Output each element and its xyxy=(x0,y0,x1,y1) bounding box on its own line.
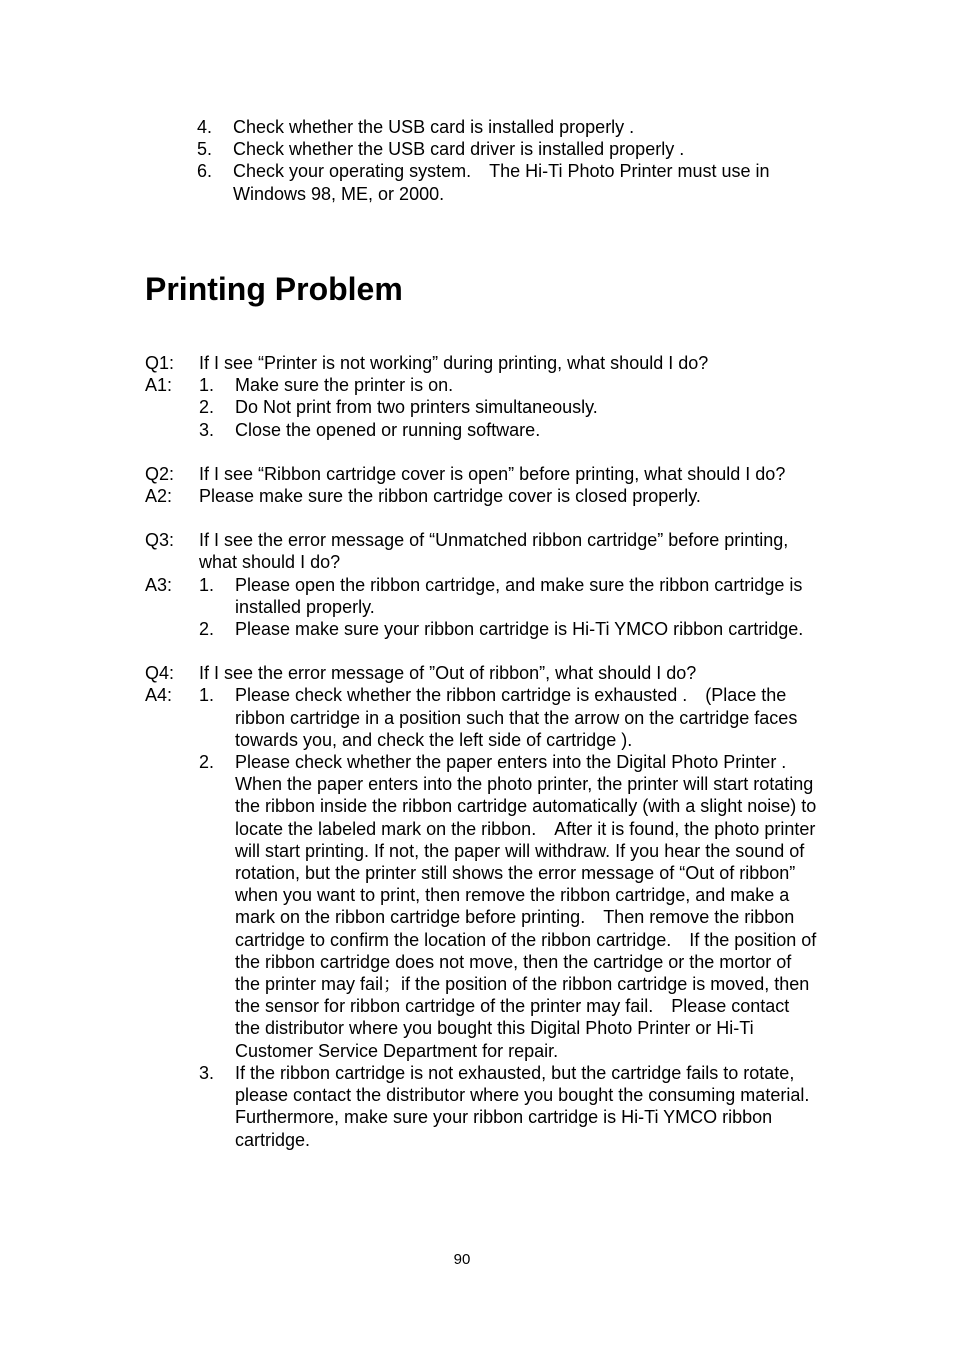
answer-list xyxy=(199,374,817,441)
question-text: If I see “Printer is not working” during printing, what should I do? xyxy=(199,353,709,373)
list-number: 3. xyxy=(199,1062,215,1083)
list-number: 2. xyxy=(199,752,215,773)
question-row xyxy=(145,662,817,684)
question-row xyxy=(145,352,817,374)
question-row xyxy=(145,463,817,485)
list-item xyxy=(197,138,817,160)
list-text: Please make sure your ribbon cartridge is Hi-Ti YMCO ribbon cartridge. xyxy=(235,619,804,640)
list-text: Please check whether the ribbon cartridge is exhausted . (Place the ribbon cartridge in a position such that the arrow on the cartridge faces towards you, and check the left side of cartridge ). xyxy=(235,685,798,750)
top-checklist xyxy=(197,116,817,205)
list-text: Make sure the printer is on. xyxy=(235,375,454,396)
list-item xyxy=(199,618,817,640)
list-text: If the ribbon cartridge is not exhausted, but the cartridge fails to rotate, please contact the distributor where you bought the consuming material. Furthermore, make sure your ribbon cartridge is Hi-Ti YMCO ribbon cartridge. xyxy=(235,1062,828,1150)
section-heading: Printing Problem xyxy=(145,271,403,307)
question-text: If I see the error message of “Unmatched ribbon cartridge” before printing, what should I do? xyxy=(199,530,789,573)
list-text: Please open the ribbon cartridge, and make sure the ribbon cartridge is installed properly. xyxy=(235,574,803,617)
list-number: 1. xyxy=(199,574,215,595)
list-item xyxy=(197,160,817,204)
answer-row xyxy=(145,574,817,641)
list-item xyxy=(199,751,817,1062)
answer-list xyxy=(199,684,828,1150)
list-item xyxy=(199,396,817,418)
list-text: Check your operating system. The Hi-Ti Photo Printer must use in Windows 98, ME, or 2000. xyxy=(233,161,770,204)
spacer xyxy=(145,441,817,463)
answer-label: A4: xyxy=(145,685,173,706)
list-item xyxy=(199,684,817,751)
list-number: 1. xyxy=(199,375,215,396)
answer-label: A1: xyxy=(145,375,173,396)
question-label: Q4: xyxy=(145,663,175,684)
spacer xyxy=(145,640,817,662)
list-item xyxy=(199,374,817,396)
list-item xyxy=(199,574,817,618)
list-text: Check whether the USB card is installed properly . xyxy=(233,117,635,137)
question-text: If I see “Ribbon cartridge cover is open” before printing, what should I do? xyxy=(199,463,786,484)
answer-row xyxy=(145,684,828,1150)
answer-label: A3: xyxy=(145,574,173,595)
list-number: 2. xyxy=(199,619,215,640)
answer-list xyxy=(199,574,817,641)
page-number: 90 xyxy=(453,1251,471,1268)
list-text: Do Not print from two printers simultaneously. xyxy=(235,397,598,418)
list-item xyxy=(199,419,817,441)
list-text: Please check whether the paper enters into the Digital Photo Printer . When the paper enters into the photo printer, the printer will start rotating the ribbon inside the ribbon cartridge automatically (with a slight noise) to locate the labeled mark on the ribbon. After it is found, the photo printer will start printing. If not, the paper will withdraw. If you hear the sound of rotation, but the printer still shows the error message of “Out of ribbon” when you want to print, then remove the ribbon cartridge, and make a mark on the ribbon cartridge before printing. Then remove the ribbon cartridge to confirm the location of the ribbon cartridge. If the position of the ribbon cartridge does not move, then the cartridge or the mortor of the printer may fail；if the position of the ribbon cartridge is moved, then the sensor for ribbon cartridge of the printer may fail. Please contact the distributor where you bought this Digital Photo Printer or Hi-Ti Customer Service Department for repair. xyxy=(235,752,817,1061)
list-number: 4. xyxy=(197,117,213,137)
list-number: 2. xyxy=(199,397,215,418)
question-label: Q3: xyxy=(145,530,175,551)
qa-section xyxy=(145,352,828,1151)
answer-text: Please make sure the ribbon cartridge cover is closed properly. xyxy=(199,486,701,507)
list-number: 6. xyxy=(197,161,213,182)
question-label: Q1: xyxy=(145,353,175,373)
answer-row xyxy=(145,485,817,507)
question-label: Q2: xyxy=(145,463,175,484)
answer-label: A2: xyxy=(145,486,173,507)
list-item xyxy=(197,116,817,138)
list-number: 5. xyxy=(197,139,213,160)
list-text: Close the opened or running software. xyxy=(235,419,541,440)
question-text: If I see the error message of ”Out of ribbon”, what should I do? xyxy=(199,663,697,684)
list-text: Check whether the USB card driver is installed properly . xyxy=(233,139,685,160)
answer-row xyxy=(145,374,817,441)
question-row xyxy=(145,529,817,573)
list-number: 3. xyxy=(199,419,215,440)
list-item xyxy=(199,1062,828,1151)
spacer xyxy=(145,507,817,529)
list-number: 1. xyxy=(199,685,215,706)
